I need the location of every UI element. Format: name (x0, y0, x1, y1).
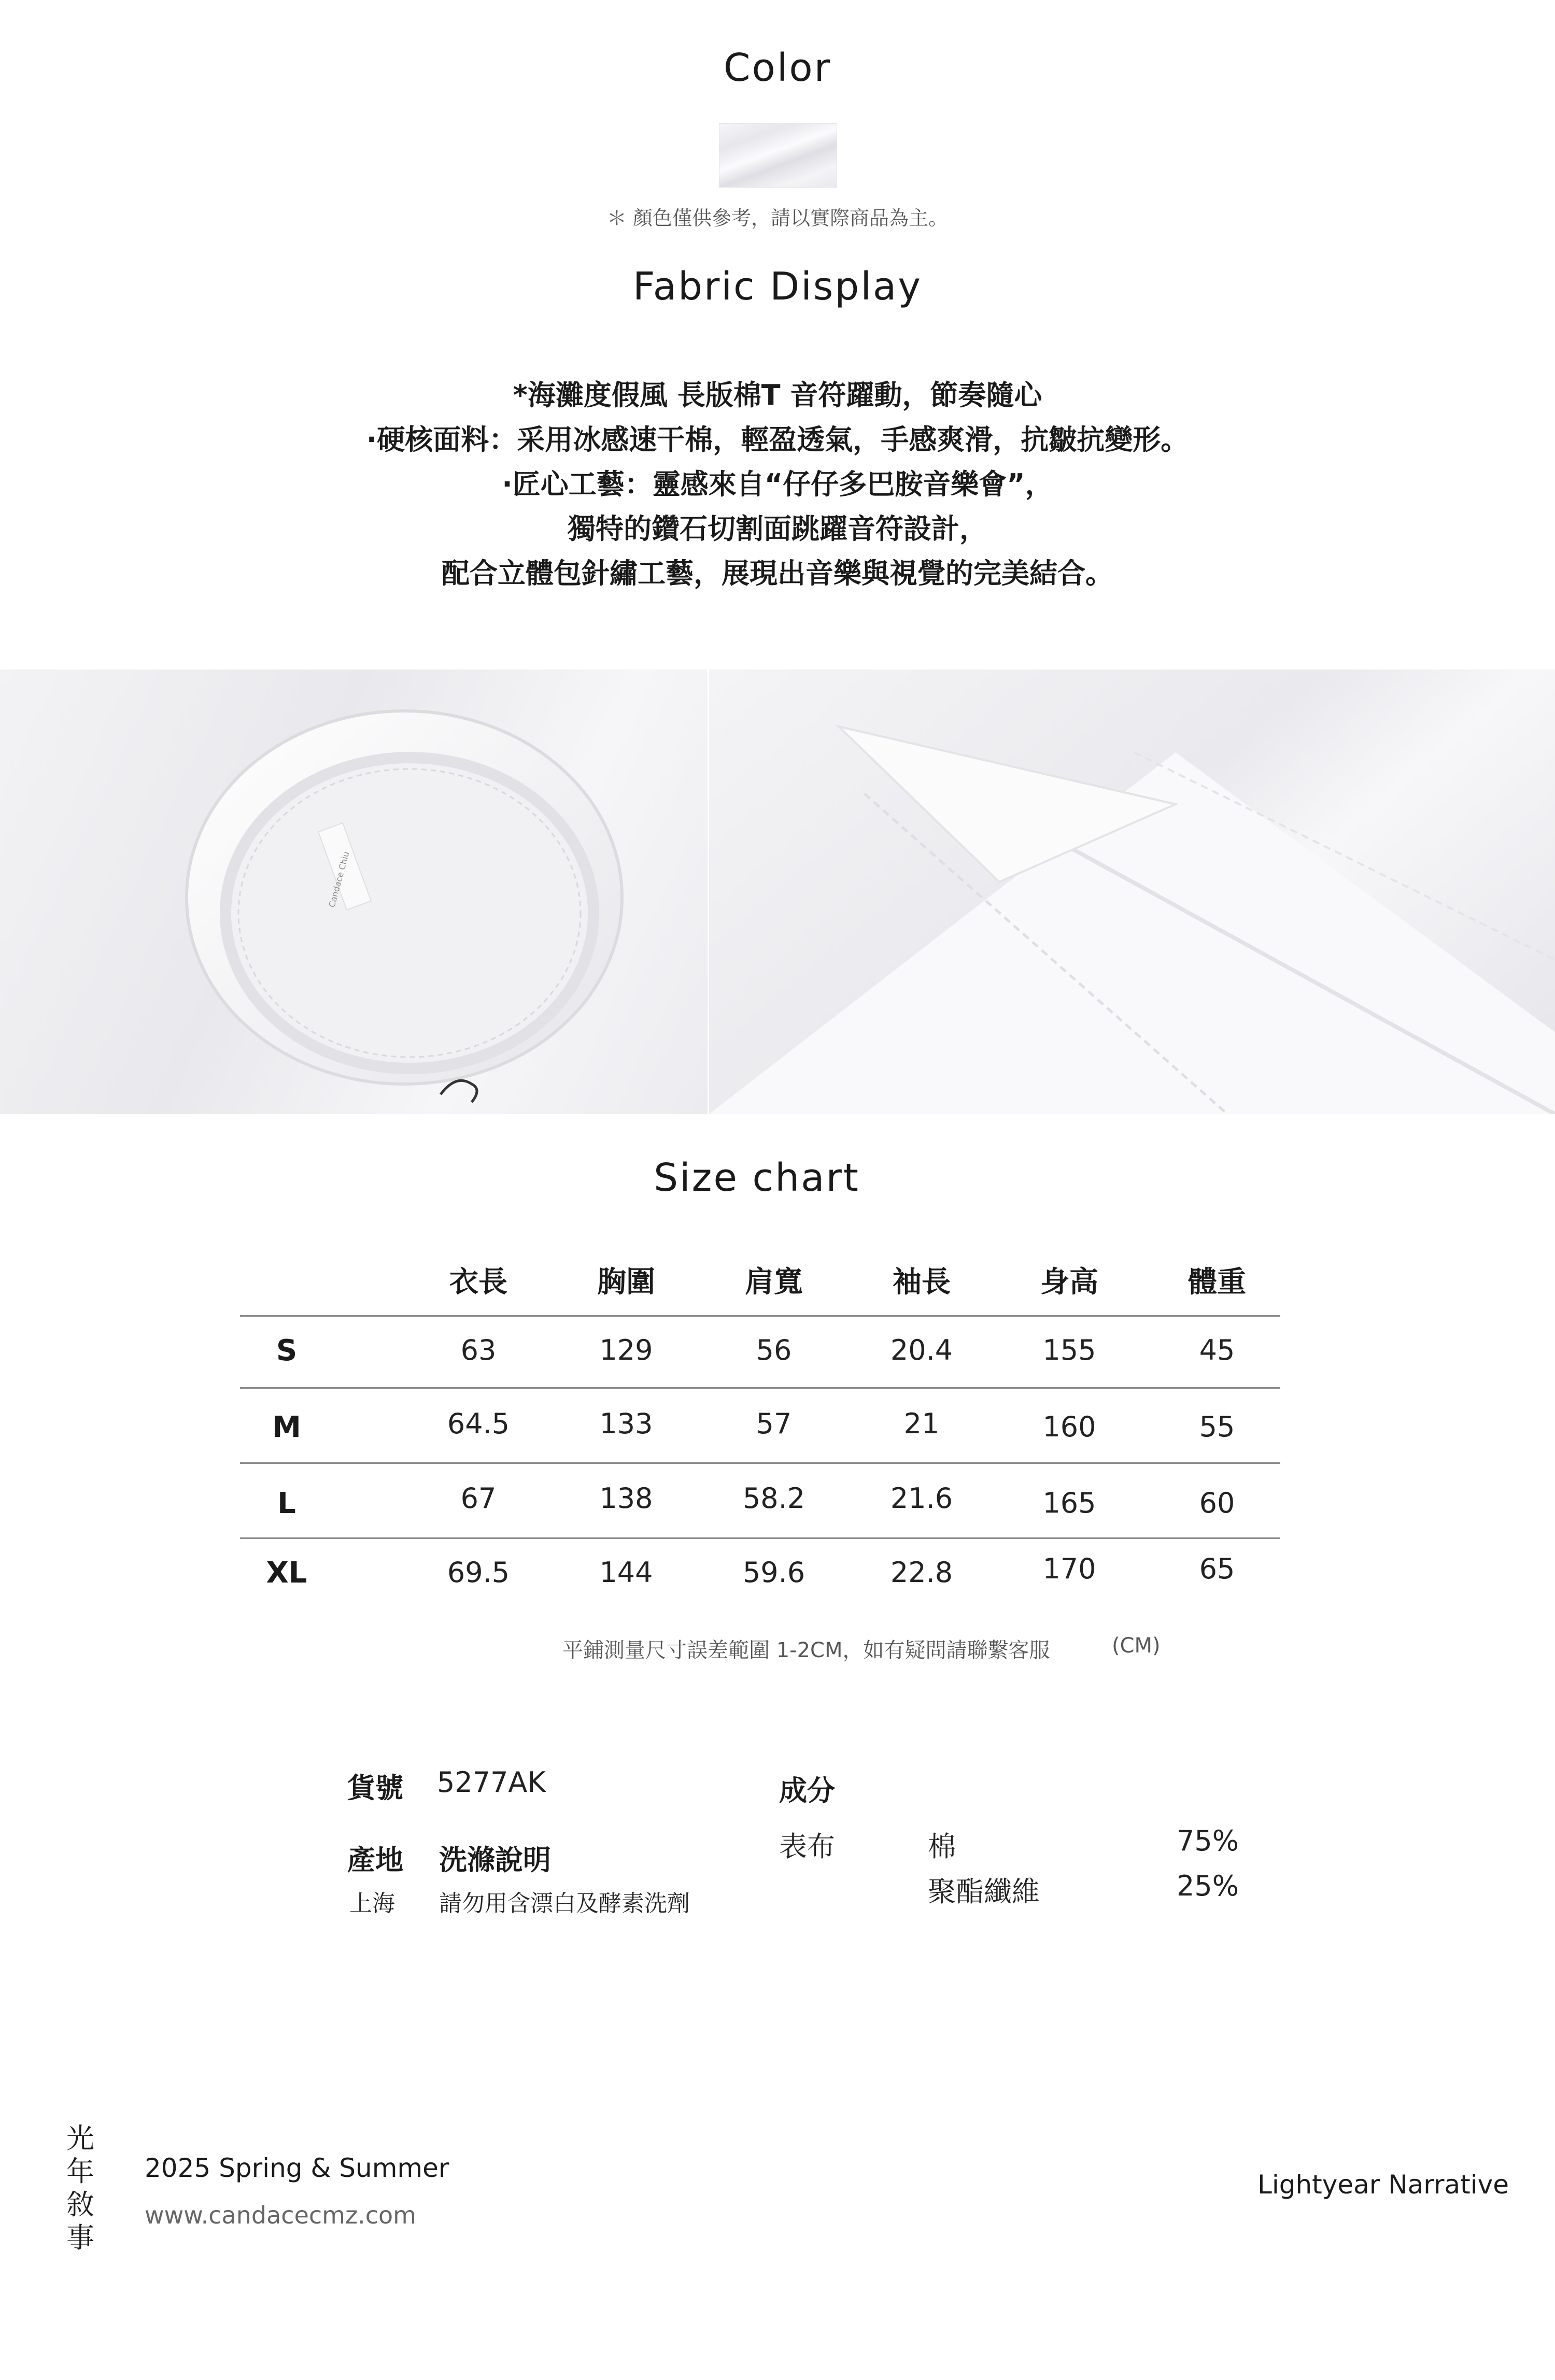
color-note: ＊ 顏色僅供參考，請以實際商品為主。 (606, 207, 949, 230)
brand-char: 光 (66, 2122, 94, 2155)
size-label-s: S (276, 1334, 298, 1367)
table-cell: 63 (460, 1334, 497, 1366)
wash-value: 請勿用含漂白及酵素洗劑 (439, 1890, 690, 1917)
header-height: 身高 (1040, 1265, 1098, 1299)
size-label-l: L (277, 1487, 296, 1520)
table-cell: 57 (756, 1407, 792, 1440)
brand-vertical-title (65, 2122, 96, 2255)
fabric-line-4: 獨特的鑽石切割面跳躍音符設計， (568, 512, 987, 545)
neckline-photo (0, 669, 708, 1114)
table-cell: 129 (599, 1334, 653, 1366)
table-cell: 155 (1042, 1334, 1096, 1366)
table-cell: 20.4 (890, 1334, 953, 1366)
table-rule (240, 1315, 1280, 1317)
material-name: 棉 (928, 1830, 956, 1863)
table-cell: 55 (1199, 1410, 1235, 1443)
table-rule (240, 1462, 1280, 1464)
size-chart-unit: (CM) (1112, 1634, 1161, 1658)
material-percent: 75% (1177, 1825, 1239, 1857)
table-cell: 56 (756, 1334, 792, 1366)
fabric-line-3: ·匠心工藝：靈感來自“仔仔多巴胺音樂會”， (502, 468, 1053, 501)
table-cell: 59.6 (742, 1556, 805, 1589)
table-rule (240, 1387, 1280, 1389)
material-name: 聚酯纖維 (928, 1875, 1040, 1908)
table-cell: 144 (599, 1556, 653, 1589)
header-weight: 體重 (1188, 1265, 1246, 1299)
fabric-line-1: *海灘度假風 長版棉T 音符躍動，節奏隨心 (513, 379, 1042, 411)
table-cell: 165 (1042, 1487, 1096, 1519)
season-text: 2025 Spring & Summer (145, 2153, 449, 2183)
table-cell: 21.6 (890, 1482, 953, 1515)
table-cell: 58.2 (742, 1482, 805, 1515)
brand-char: 敘 (66, 2188, 94, 2221)
neck-label-text: Candace Chiu (327, 850, 351, 909)
header-sleeve: 袖長 (893, 1265, 951, 1299)
composition-label: 成分 (779, 1774, 835, 1807)
size-label-m: M (272, 1410, 301, 1444)
website-link[interactable]: www.candacecmz.com (145, 2201, 416, 2229)
brand-char: 年 (66, 2155, 94, 2188)
fabric-line-5: 配合立體包針繡工藝，展現出音樂與視覺的完美結合。 (442, 557, 1113, 590)
color-swatch-white[interactable] (719, 123, 837, 188)
table-cell: 138 (599, 1482, 653, 1515)
fabric-label: 表布 (779, 1830, 835, 1863)
size-label-xl: XL (266, 1556, 307, 1590)
brand-char: 事 (66, 2221, 94, 2254)
table-cell: 67 (460, 1482, 497, 1515)
origin-label: 產地 (347, 1844, 403, 1876)
material-percent: 25% (1177, 1870, 1239, 1902)
header-length: 衣長 (449, 1265, 507, 1299)
table-cell: 45 (1199, 1334, 1235, 1366)
hem-illustration (709, 669, 1555, 1114)
table-cell: 22.8 (890, 1556, 953, 1589)
table-cell: 160 (1042, 1410, 1096, 1443)
wash-label: 洗滌說明 (439, 1844, 551, 1876)
fabric-description (0, 373, 1555, 596)
size-chart-note: 平鋪測量尺寸誤差範圍 1-2CM，如有疑問請聯繫客服 (562, 1638, 1050, 1662)
header-shoulder: 肩寬 (745, 1265, 803, 1299)
table-cell: 65 (1199, 1552, 1235, 1585)
embroidery-note-icon (441, 1080, 477, 1102)
color-title: Color (723, 46, 832, 90)
size-chart-title: Size chart (654, 1156, 860, 1200)
item-number-label: 貨號 (347, 1772, 403, 1804)
hem-photo (709, 669, 1555, 1114)
table-cell: 170 (1042, 1552, 1096, 1585)
table-cell: 133 (599, 1407, 653, 1440)
table-cell: 69.5 (447, 1556, 510, 1589)
brand-english: Lightyear Narrative (1257, 2170, 1509, 2200)
origin-value: 上海 (349, 1890, 395, 1917)
table-cell: 64.5 (447, 1407, 510, 1440)
table-cell: 21 (903, 1407, 940, 1440)
item-number: 5277AK (437, 1766, 546, 1799)
neckline-illustration (0, 669, 708, 1114)
table-rule (240, 1537, 1280, 1539)
fabric-line-2: ·硬核面料：采用冰感速干棉，輕盈透氣，手感爽滑，抗皺抗變形。 (366, 423, 1189, 456)
fabric-title: Fabric Display (632, 264, 923, 309)
table-cell: 60 (1199, 1487, 1235, 1519)
header-chest: 胸圍 (597, 1265, 655, 1299)
